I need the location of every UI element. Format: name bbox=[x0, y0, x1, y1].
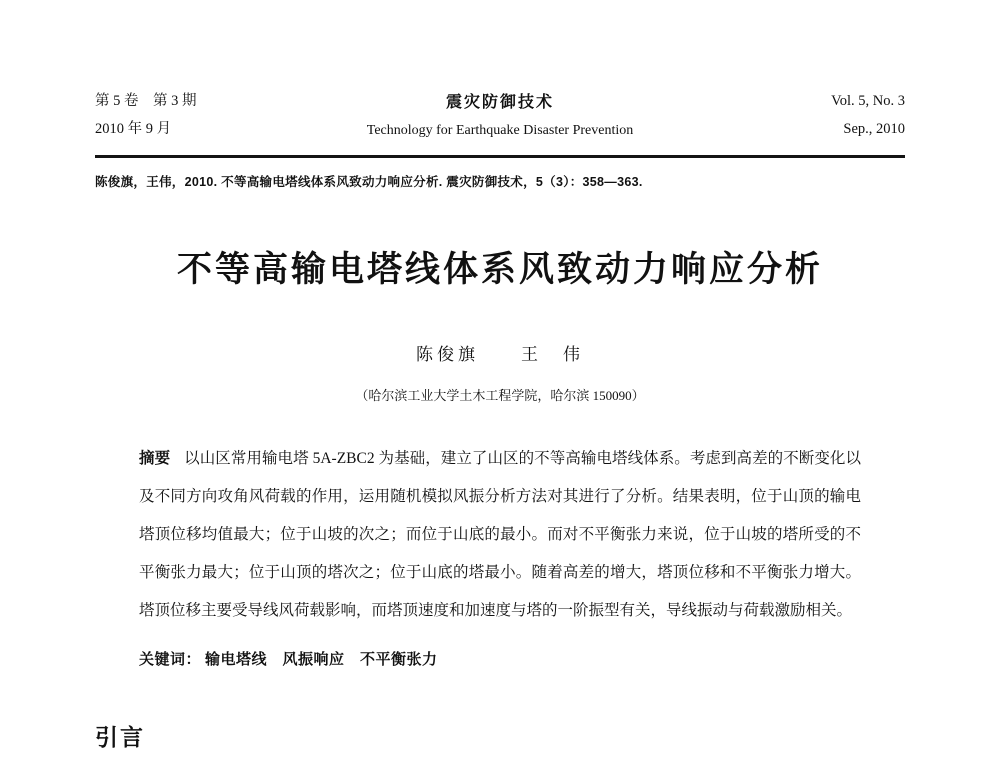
journal-date-en: Sep., 2010 bbox=[843, 120, 905, 137]
keywords-label: 关键词： bbox=[139, 650, 202, 668]
journal-name-cn: 震灾防御技术 bbox=[445, 94, 554, 111]
article-authors: 陈俊旗 王 伟 bbox=[416, 344, 584, 364]
journal-header bbox=[95, 88, 905, 145]
keywords-block bbox=[139, 648, 861, 669]
journal-vol-en: Vol. 5, No. 3 bbox=[831, 93, 905, 109]
journal-header-left bbox=[95, 88, 273, 145]
header-rule bbox=[95, 155, 905, 158]
journal-header-center bbox=[273, 88, 727, 145]
abstract-label: 摘要 bbox=[139, 449, 171, 467]
journal-date-cn: 2010 年 9 月 bbox=[95, 120, 172, 137]
paper-page bbox=[95, 0, 905, 752]
article-affiliation: （哈尔滨工业大学土木工程学院，哈尔滨 150090） bbox=[355, 387, 645, 403]
keywords-text: 输电塔线 风振响应 不平衡张力 bbox=[205, 650, 438, 668]
journal-header-right bbox=[727, 88, 905, 145]
abstract-block bbox=[139, 440, 861, 630]
journal-name-en: Technology for Earthquake Disaster Prevention bbox=[366, 123, 634, 139]
journal-issue-cn: 第 5 卷 第 3 期 bbox=[95, 93, 197, 109]
section-heading-intro: 引言 bbox=[95, 723, 145, 750]
citation-line: 陈俊旗，王伟，2010. 不等高输电塔线体系风致动力响应分析. 震灾防御技术，5（3）：358—363. bbox=[95, 174, 643, 189]
abstract-text: 以山区常用输电塔 5A-ZBC2 为基础，建立了山区的不等高输电塔线体系。考虑到高差的不断变化以及不同方向攻角风荷载的作用，运用随机模拟风振分析方法对其进行了分析。结果表明，位于山顶的输电塔顶位移均值最大；位于山坡的次之；而位于山底的最小。而对不平衡张力来说，位于山坡的塔所受的不平衡张力最大；位于山顶的塔次之；位于山底的塔最小。随着高差的增大，塔顶位移和不平衡张力增大。塔顶位移主要受导线风荷载影响，而塔顶速度和加速度与塔的一阶振型有关，导线振动与荷载激励相关。 bbox=[139, 449, 861, 619]
article-title: 不等高输电塔线体系风致动力响应分析 bbox=[176, 249, 823, 289]
